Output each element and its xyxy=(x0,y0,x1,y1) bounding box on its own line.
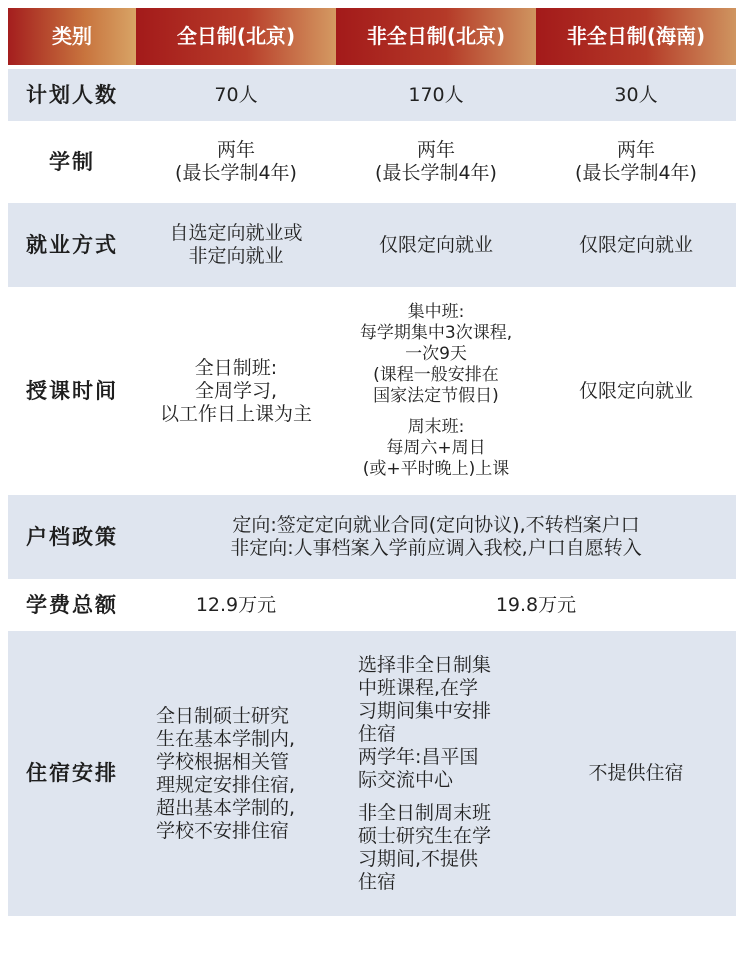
text-line: 超出基本学制的, xyxy=(156,796,296,819)
schedule-fulltime-beijing xyxy=(136,287,336,495)
row-schedule xyxy=(8,287,736,495)
housing-parttime-hainan: 不提供住宿 xyxy=(588,762,684,784)
employment-parttime-beijing: 仅限定向就业 xyxy=(378,233,493,256)
text-line: 全周学习, xyxy=(194,379,278,402)
text-line: 住宿 xyxy=(358,722,397,745)
housing-fulltime-beijing xyxy=(136,631,336,916)
text-line: 以工作日上课为主 xyxy=(159,402,312,425)
admission-table xyxy=(8,8,736,916)
text-line: 硕士研究生在学 xyxy=(358,824,492,847)
text-line: 每周六+周日 xyxy=(386,438,486,458)
duration-fulltime-beijing xyxy=(136,121,336,203)
header-parttime-beijing: 非全日制(北京) xyxy=(336,8,536,65)
header-category: 类别 xyxy=(8,8,136,65)
text-line: 习期间集中安排 xyxy=(358,699,492,722)
employment-fulltime-beijing xyxy=(136,203,336,287)
duration-parttime-hainan xyxy=(536,121,736,203)
housing-parttime-beijing xyxy=(336,631,536,916)
text-line: 两年 xyxy=(216,139,255,161)
row-duration xyxy=(8,121,736,203)
row-label-archive: 户档政策 xyxy=(26,524,118,549)
row-tuition xyxy=(8,579,736,631)
enrollment-parttime-beijing: 170人 xyxy=(408,83,464,106)
text-line: 两学年:昌平国 xyxy=(358,745,479,768)
text-line: 全日制班: xyxy=(194,356,278,379)
text-line: 理规定安排住宿, xyxy=(156,773,296,796)
table-header xyxy=(8,8,736,65)
text-line: 全日制硕士研究 xyxy=(156,704,290,727)
header-parttime-hainan: 非全日制(海南) xyxy=(536,8,736,65)
text-line: 住宿 xyxy=(358,870,397,893)
text-line: 际交流中心 xyxy=(358,768,454,791)
text-line: 非定向就业 xyxy=(188,245,284,267)
text-line: 生在基本学制内, xyxy=(156,727,296,750)
enrollment-parttime-hainan: 30人 xyxy=(614,83,658,106)
row-label-employment: 就业方式 xyxy=(26,232,118,257)
text-line: (或+平时晚上)上课 xyxy=(362,459,510,479)
row-enrollment xyxy=(8,69,736,121)
text-line: (最长学制4年) xyxy=(575,162,697,184)
tuition-fulltime-beijing: 12.9万元 xyxy=(195,593,277,616)
text-line: 集中班: xyxy=(407,302,465,322)
row-label-schedule: 授课时间 xyxy=(26,378,118,403)
text-line: 中班课程,在学 xyxy=(358,676,479,699)
text-line: 非全日制周末班 xyxy=(358,801,492,824)
text-line: (课程一般安排在 xyxy=(373,365,499,385)
text-line: (最长学制4年) xyxy=(375,162,497,184)
text-line: 两年 xyxy=(416,139,455,161)
text-line: 非定向:人事档案入学前应调入我校,户口自愿转入 xyxy=(230,537,642,559)
row-label-tuition: 学费总额 xyxy=(26,592,118,617)
text-line: (最长学制4年) xyxy=(175,162,297,184)
row-housing xyxy=(8,631,736,916)
row-label-duration: 学制 xyxy=(49,149,95,174)
tuition-parttime: 19.8万元 xyxy=(495,593,577,616)
text-line: 定向:签定定向就业合同(定向协议),不转档案户口 xyxy=(232,514,640,536)
schedule-parttime-beijing xyxy=(336,287,536,495)
text-line: 自选定向就业或 xyxy=(169,222,303,244)
employment-parttime-hainan: 仅限定向就业 xyxy=(578,233,693,256)
row-archive xyxy=(8,495,736,579)
text-line: 周末班: xyxy=(407,417,465,437)
row-employment xyxy=(8,203,736,287)
text-line: 学校根据相关管 xyxy=(156,750,290,773)
text-line: 学校不安排住宿 xyxy=(156,819,290,842)
text-line: 两年 xyxy=(616,139,655,161)
enrollment-fulltime-beijing: 70人 xyxy=(214,83,258,106)
archive-policy-text xyxy=(136,495,736,579)
header-fulltime-beijing: 全日制(北京) xyxy=(136,8,336,65)
text-line: 国家法定节假日) xyxy=(373,386,499,406)
text-line: 习期间,不提供 xyxy=(358,847,479,870)
row-label-housing: 住宿安排 xyxy=(26,761,118,785)
text-line: 选择非全日制集 xyxy=(358,653,492,676)
schedule-parttime-hainan: 仅限定向就业 xyxy=(578,379,693,402)
duration-parttime-beijing xyxy=(336,121,536,203)
row-label-enrollment: 计划人数 xyxy=(26,82,118,107)
text-line: 每学期集中3次课程, xyxy=(359,323,513,343)
text-line: 一次9天 xyxy=(405,344,467,364)
